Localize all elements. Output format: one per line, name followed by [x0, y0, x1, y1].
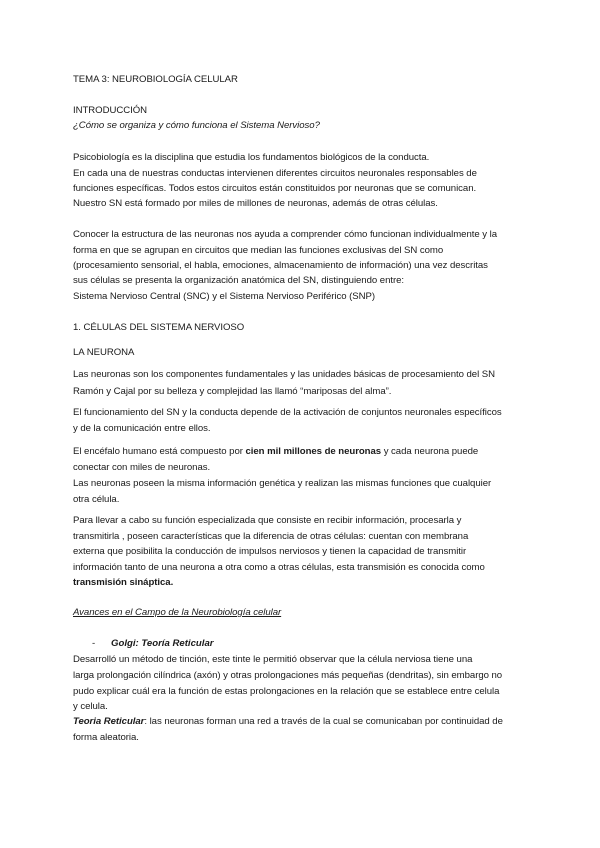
- paragraph-line: [73, 446, 478, 458]
- paragraph-line: En cada una de nuestras conductas intervienen diferentes circuitos neuronales responsables de: [73, 168, 477, 179]
- paragraph-line: y celula.: [73, 701, 108, 712]
- text-run: El encéfalo humano está compuesto por: [73, 446, 246, 457]
- paragraph-line: transmitirla , poseen características que la diferencia de otras células: cuentan con membrana: [73, 531, 469, 542]
- paragraph-line: información tanto de una neurona a otra como a otras células, esta transmisión es conocida como: [73, 562, 485, 573]
- section-link-heading: Avances en el Campo de la Neurobiología celular: [73, 607, 282, 618]
- paragraph-line: (procesamiento sensorial, el habla, emociones, almacenamiento de información) una vez descritas: [73, 260, 488, 271]
- term-label: Teoria Reticular: [73, 716, 145, 727]
- paragraph-line: larga prolongación cilíndrica (axón) y otras prolongaciones más pequeñas (dendritas), sin embargo no: [73, 670, 503, 681]
- bold-text: transmisión sináptica.: [73, 577, 174, 588]
- paragraph-line: Las neuronas son los componentes fundamentales y las unidades básicas de procesamiento del SN: [73, 369, 496, 380]
- paragraph-line: El funcionamiento del SN y la conducta depende de la activación de conjuntos neuronales específicos: [73, 407, 502, 418]
- bullet-item-golgi: [111, 638, 214, 650]
- paragraph-line: [73, 716, 503, 728]
- golgi-theory: : Teoría Reticular: [135, 638, 214, 649]
- paragraph-line: forma en que se agrupan en circuitos que median las funciones exclusivas del SN como: [73, 245, 444, 256]
- text-run: : las neuronas forman una red a través de la cual se comunicaban por continuidad de: [144, 716, 503, 727]
- paragraph-line: externa que posibilita la conducción de impulsos nerviosos y tienen la capacidad de transmitir: [73, 546, 467, 557]
- paragraph-line: Desarrolló un método de tinción, este tinte le permitió observar que la célula nerviosa tiene una: [73, 654, 473, 665]
- paragraph-line: Conocer la estructura de las neuronas nos ayuda a comprender cómo funcionan individualmente y la: [73, 229, 497, 240]
- paragraph-line: y de la comunicación entre ellos.: [73, 423, 211, 434]
- paragraph-line: Psicobiología es la disciplina que estudia los fundamentos biológicos de la conducta.: [73, 152, 430, 163]
- bullet-dash: -: [92, 638, 96, 649]
- paragraph-line: funciones específicas. Todos estos circuitos están constituidos por neuronas que se comunican.: [73, 183, 477, 194]
- paragraph-line: Sistema Nervioso Central (SNC) y el Sistema Nervioso Periférico (SNP): [73, 291, 376, 302]
- paragraph-line: pudo explicar cuál era la función de estas prolongaciones en la relación que se establece entre celula: [73, 686, 500, 697]
- subsection-heading: LA NEURONA: [73, 347, 135, 358]
- paragraph-line: forma aleatoria.: [73, 732, 139, 743]
- paragraph-line: otra célula.: [73, 494, 120, 505]
- document-title: TEMA 3: NEUROBIOLOGÍA CELULAR: [73, 74, 238, 85]
- paragraph-line: sus células se presenta la organización anatómica del SN, distinguiendo entre:: [73, 275, 405, 286]
- bold-text: cien mil millones de neuronas: [245, 446, 382, 457]
- section-heading: 1. CÉLULAS DEL SISTEMA NERVIOSO: [73, 322, 245, 333]
- paragraph-line: conectar con miles de neuronas.: [73, 462, 211, 473]
- intro-question: ¿Cómo se organiza y cómo funciona el Sistema Nervioso?: [73, 120, 320, 131]
- paragraph-line: Nuestro SN está formado por miles de millones de neuronas, además de otras células.: [73, 198, 438, 209]
- intro-heading: INTRODUCCIÓN: [73, 105, 148, 116]
- golgi-name: Golgi: [111, 638, 136, 649]
- paragraph-line: Las neuronas poseen la misma información genética y realizan las mismas funciones que cualquier: [73, 478, 492, 489]
- paragraph-line: Para llevar a cabo su función especializada que consiste en recibir información, procesarla y: [73, 515, 462, 526]
- text-run: y cada neurona puede: [381, 446, 479, 457]
- paragraph-line: Ramón y Cajal por su belleza y complejidad las llamó “mariposas del alma”.: [73, 386, 392, 397]
